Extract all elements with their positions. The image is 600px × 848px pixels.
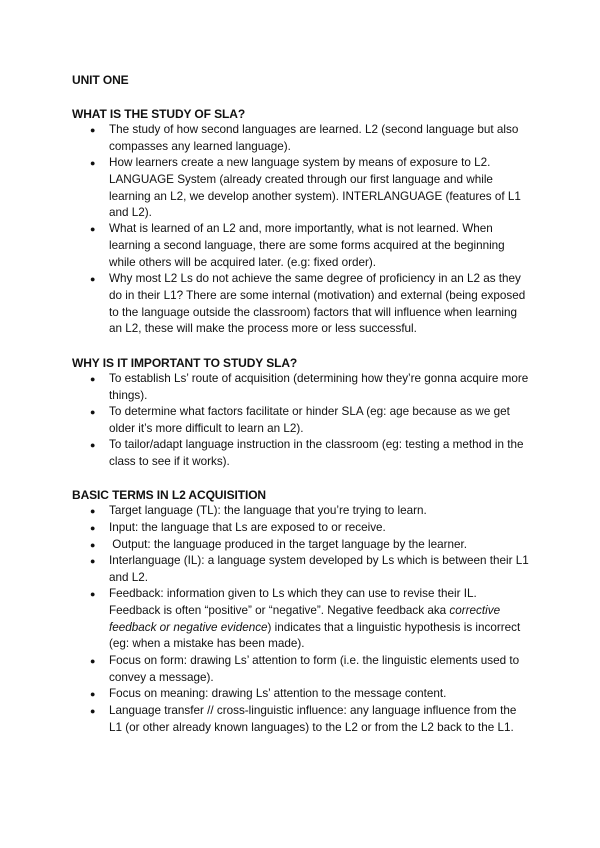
list-item (90, 221, 530, 271)
list-item-text: To tailor/adapt language instruction in the classroom (eg: testing a method in the class to see if it works). (109, 438, 524, 468)
bullet-icon: ● (90, 158, 96, 168)
bullet-icon: ● (90, 689, 96, 699)
list-item (90, 271, 530, 338)
list-item-text: To determine what factors facilitate or hinder SLA (eg: age because as we get older it’s more difficult to learn an L2). (109, 405, 510, 435)
bullet-icon: ● (90, 224, 96, 234)
section-heading: BASIC TERMS IN L2 ACQUISITION (72, 488, 266, 502)
bullet-icon: ● (90, 556, 96, 566)
list-item (90, 122, 530, 156)
list-item-text: Language transfer // cross-linguistic influence: any language influence from the L1 (or other already known languages) to the L2 or from the L2 back to the L1. (109, 704, 517, 734)
list-item (90, 653, 530, 687)
bullet-icon: ● (90, 374, 96, 384)
list-item-text: Focus on meaning: drawing Ls’ attention to the message content. (109, 687, 447, 700)
list-item-text: How learners create a new language system by means of exposure to L2. LANGUAGE System (already created through our first language and while learning an L2, we develop another system). INTERLANGUAGE (features of L1 and L2). (109, 156, 521, 220)
list-item-text: Interlanguage (IL): a language system developed by Ls which is between their L1 and L2. (109, 554, 529, 584)
list-item-text: Why most L2 Ls do not achieve the same degree of proficiency in an L2 as they do in their L1? There are some internal (motivation) and external (being exposed to the language outside the classroom) factors that will influence when learning an L2, these will make the process more or less successful. (109, 272, 526, 336)
section-heading: WHY IS IT IMPORTANT TO STUDY SLA? (72, 356, 298, 370)
bullet-icon: ● (90, 706, 96, 716)
bullet-icon: ● (90, 523, 96, 533)
list-item (90, 155, 530, 222)
list-item (90, 404, 530, 438)
feedback-text-after: ) indicates that a linguistic hypothesis is incorrect (eg: when a mistake has been made). (109, 620, 521, 651)
list-item-text: What is learned of an L2 and, more importantly, what is not learned. When learning a second language, there are some forms acquired at the beginning while others will be acquired later. (e.g: fixed order). (109, 222, 505, 269)
bullet-icon: ● (90, 589, 96, 599)
bullet-icon: ● (90, 506, 96, 516)
list-item (90, 371, 530, 405)
list-item (90, 553, 530, 587)
list-item-text: Output: the language produced in the target language by the learner. (109, 538, 468, 551)
feedback-text-italic: corrective feedback or negative evidence (109, 603, 501, 634)
list-item (90, 586, 530, 653)
section-heading: WHAT IS THE STUDY OF SLA? (72, 107, 246, 121)
bullet-icon: ● (90, 125, 96, 135)
bullet-icon: ● (90, 407, 96, 417)
bullet-icon: ● (90, 540, 96, 550)
list-item-text: To establish Ls’ route of acquisition (determining how they’re gonna acquire more things). (109, 372, 529, 402)
feedback-text-before: Feedback: information given to Ls which they can use to revise their IL. Feedback is often “positive” or “negative”. Negative feedback aka (109, 587, 477, 617)
list-item-text: The study of how second languages are learned. L2 (second language but also compasses any learned language). (109, 123, 519, 153)
unit-title: UNIT ONE (72, 73, 129, 87)
bullet-icon: ● (90, 656, 96, 666)
list-item (90, 437, 530, 471)
bullet-icon: ● (90, 274, 96, 284)
list-item-text: Input: the language that Ls are exposed to or receive. (109, 521, 386, 534)
list-item-text: Focus on form: drawing Ls’ attention to form (i.e. the linguistic elements used to convey a message). (109, 654, 520, 684)
list-item (90, 503, 530, 520)
list-item (90, 686, 530, 703)
list-item (90, 520, 530, 537)
list-item (90, 537, 530, 554)
bullet-icon: ● (90, 440, 96, 450)
list-item-text: Target language (TL): the language that you’re trying to learn. (109, 504, 427, 517)
list-item (90, 703, 530, 737)
list-item-text (109, 586, 530, 653)
